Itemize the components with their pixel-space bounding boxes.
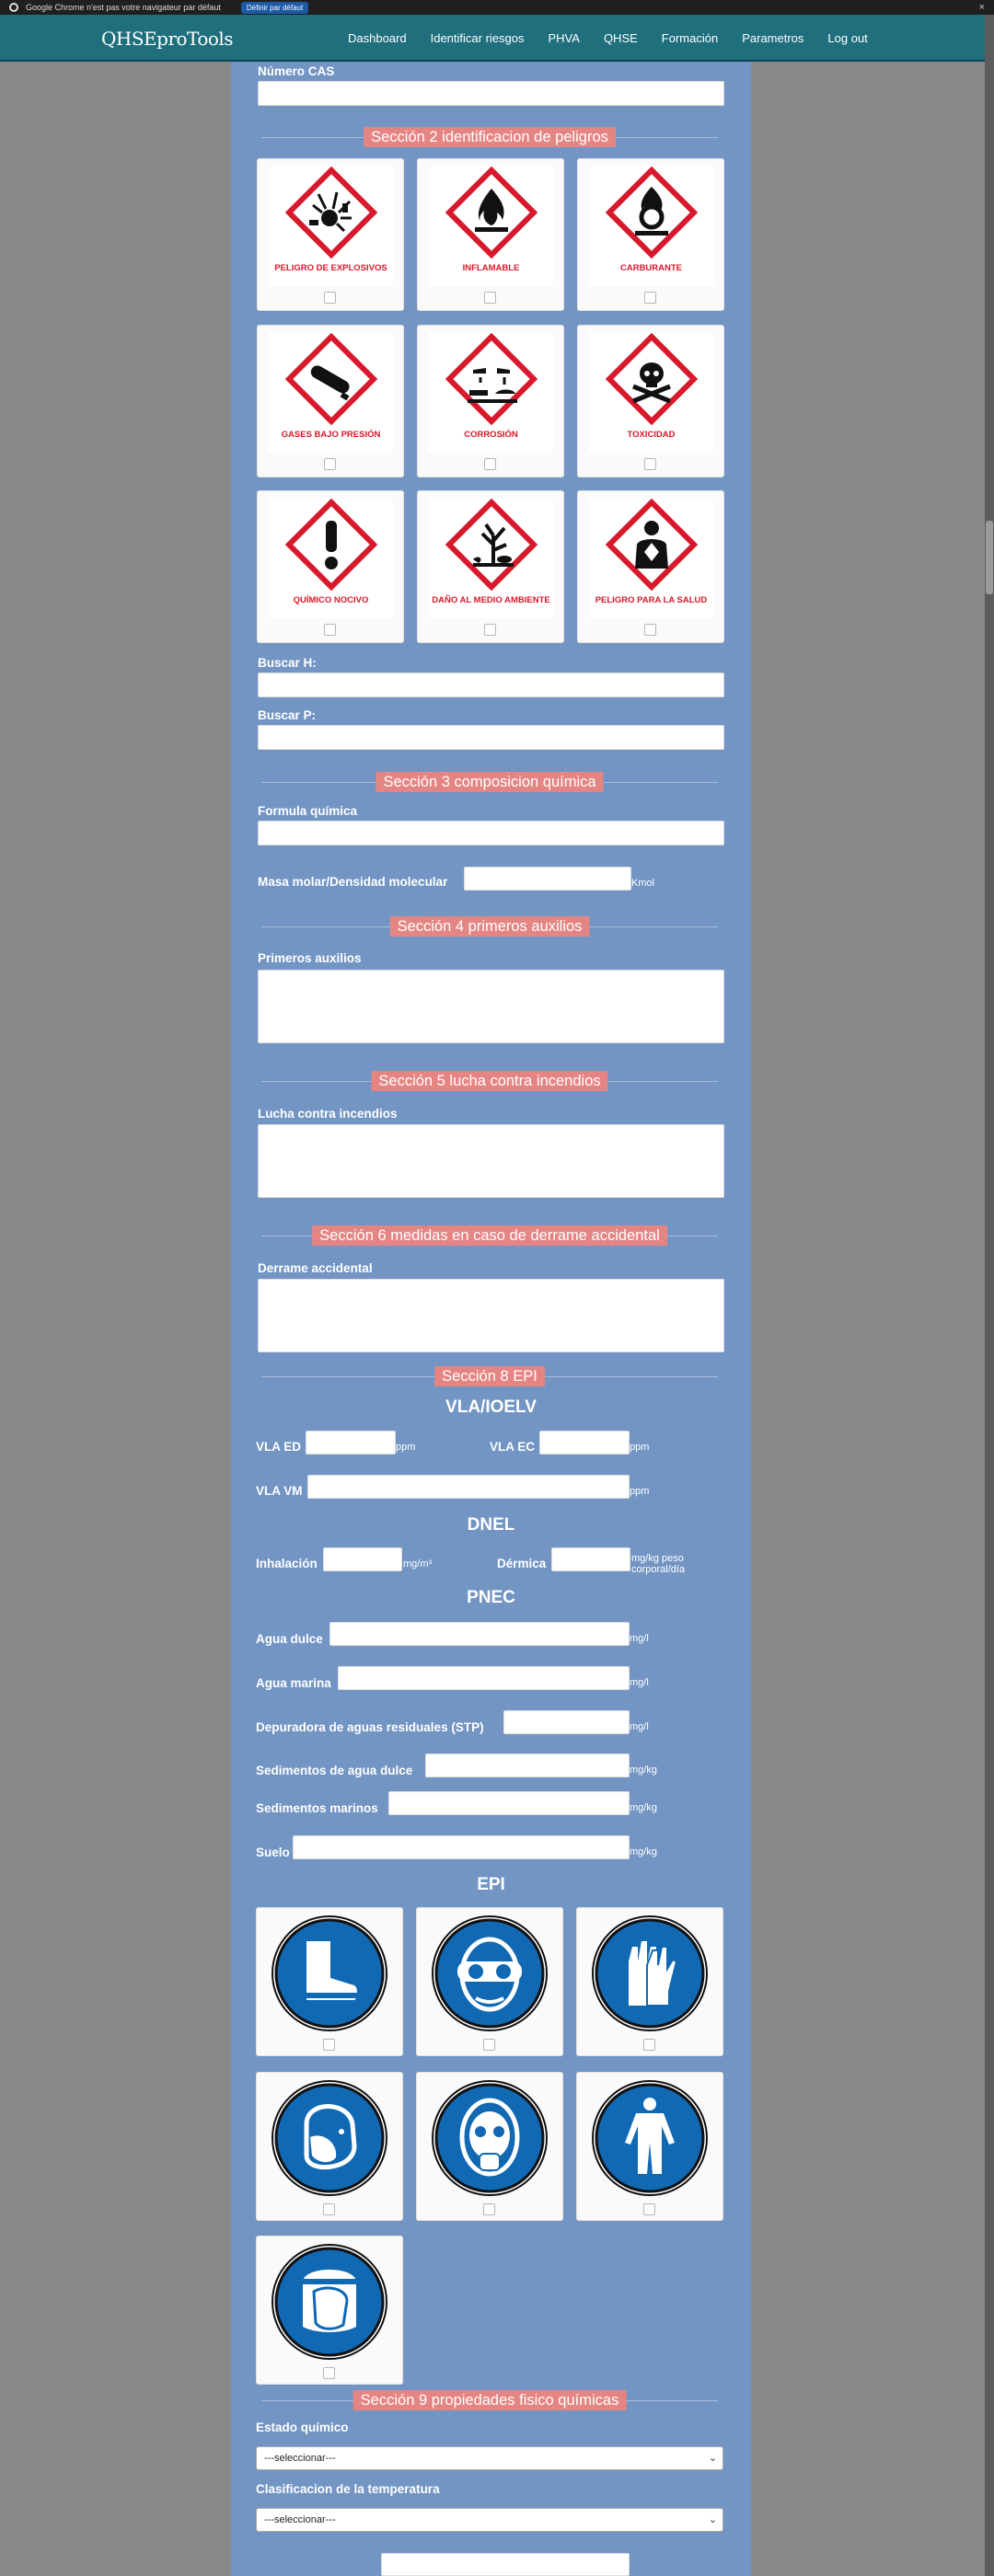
section-5-header [261, 1071, 718, 1091]
page-scrollbar[interactable] [985, 15, 994, 2576]
safety-goggles-icon [430, 1914, 549, 2038]
default-browser-notice: Google Chrome n'est pas votre navigateur par défaut [26, 3, 221, 12]
vla-ec-label: VLA EC [490, 1440, 536, 1454]
section-4-title: Sección 4 primeros auxilios [390, 916, 590, 937]
hazard-label: CORROSIÓN [464, 430, 518, 440]
nav-link-phva[interactable]: PHVA [548, 31, 580, 45]
hazard-checkbox[interactable] [324, 624, 336, 636]
vla-ec-input[interactable] [539, 1431, 630, 1455]
hazard-card[interactable] [257, 158, 404, 311]
hazard-checkbox[interactable] [644, 458, 656, 470]
estado-quimico-label: Estado químico [256, 2421, 349, 2434]
epi-card[interactable] [256, 2072, 403, 2221]
derrame-label: Derrame accidental [258, 1261, 373, 1275]
hazard-pictogram-frame [589, 499, 713, 618]
cas-label: Número CAS [258, 64, 335, 78]
hazard-card[interactable] [257, 325, 404, 477]
epi-card[interactable] [416, 1907, 563, 2056]
hazard-checkbox[interactable] [484, 292, 496, 304]
chevron-down-icon: ⌄ [708, 2514, 717, 2525]
inhalacion-input[interactable] [323, 1547, 402, 1571]
pnec-heading: PNEC [467, 1588, 515, 1607]
hazard-pictogram-frame [269, 333, 393, 453]
cas-input[interactable] [258, 81, 724, 106]
next-input[interactable] [381, 2553, 630, 2576]
hazard-checkbox[interactable] [484, 458, 496, 470]
buscar-h-input[interactable] [258, 673, 724, 697]
clasificacion-temperatura-select[interactable] [256, 2508, 723, 2532]
primeros-auxilios-label: Primeros auxilios [258, 951, 362, 965]
lucha-incendios-label: Lucha contra incendios [258, 1107, 398, 1121]
clasificacion-temperatura-label: Clasificacion de la temperatura [256, 2482, 440, 2496]
hazard-card[interactable] [417, 490, 564, 643]
nav-link-logout[interactable]: Log out [827, 31, 868, 45]
safety-boots-icon [270, 1914, 389, 2038]
close-icon[interactable]: × [978, 2, 985, 13]
epi-checkbox[interactable] [483, 2039, 495, 2051]
hazard-pictogram-frame [429, 333, 553, 453]
dnel-heading: DNEL [467, 1515, 515, 1535]
masa-input[interactable] [464, 867, 631, 891]
hazard-pictogram-frame [429, 167, 553, 286]
browser-notification-bar [0, 0, 994, 15]
inhalacion-unit: mg/m³ [403, 1558, 433, 1570]
buscar-h-label: Buscar H: [258, 656, 317, 670]
epi-checkbox[interactable] [643, 2203, 655, 2215]
section-2-header [261, 127, 718, 147]
epi-checkbox[interactable] [323, 2203, 335, 2215]
pnec-label: Suelo [256, 1846, 290, 1859]
epi-card[interactable] [256, 1907, 403, 2056]
dermica-input[interactable] [551, 1547, 630, 1571]
hazard-label: GASES BAJO PRESIÓN [281, 430, 381, 440]
pnec-label: Sedimentos marinos [256, 1801, 378, 1815]
pnec-label: Agua marina [256, 1676, 331, 1690]
vla-heading: VLA/IOELV [445, 1397, 537, 1417]
hazard-pictogram-frame [589, 333, 713, 453]
formula-input[interactable] [258, 821, 724, 845]
estado-quimico-select[interactable] [256, 2446, 723, 2470]
skull-icon [606, 333, 698, 430]
pnec-input[interactable] [388, 1791, 630, 1815]
oxidizer-icon [606, 167, 698, 263]
pnec-unit: mg/kg [630, 1765, 657, 1776]
nav-link-formacion[interactable]: Formación [661, 31, 719, 45]
pnec-input[interactable] [425, 1754, 630, 1777]
set-default-button[interactable]: Définir par défaut [241, 2, 308, 14]
section-8-title: Sección 8 EPI [434, 1366, 545, 1386]
epi-checkbox[interactable] [323, 2039, 335, 2051]
section-5-title: Sección 5 lucha contra incendios [371, 1071, 607, 1091]
pnec-label: Depuradora de aguas residuales (STP) [256, 1720, 484, 1734]
vla-vm-unit: ppm [630, 1486, 650, 1497]
hazard-pictogram-frame [429, 499, 553, 618]
epi-card[interactable] [256, 2236, 403, 2385]
section-6-header [261, 1225, 718, 1246]
epi-card[interactable] [576, 1907, 723, 2056]
environment-icon [445, 499, 537, 595]
nav-link-dashboard[interactable]: Dashboard [348, 31, 407, 45]
dermica-unit: mg/kg peso corporal/día [631, 1553, 686, 1575]
pnec-label: Agua dulce [256, 1632, 323, 1646]
hazard-checkbox[interactable] [484, 624, 496, 636]
hazard-pictogram-frame [269, 499, 393, 618]
hazard-checkbox[interactable] [644, 624, 656, 636]
hazard-card[interactable] [417, 158, 564, 311]
pnec-unit: mg/l [630, 1633, 649, 1644]
pnec-input[interactable] [503, 1710, 630, 1734]
formula-label: Formula química [258, 804, 358, 818]
chrome-icon [9, 3, 18, 12]
corrosion-icon [445, 333, 537, 430]
flame-icon [445, 167, 537, 263]
vla-vm-input[interactable] [307, 1475, 630, 1499]
vla-vm-label: VLA VM [256, 1484, 303, 1498]
pnec-unit: mg/kg [630, 1846, 657, 1857]
epi-checkbox[interactable] [323, 2367, 335, 2379]
clasificacion-temperatura-value: ---seleccionar--- [264, 2514, 336, 2525]
section-8-header [261, 1366, 718, 1386]
masa-label: Masa molar/Densidad molecular [258, 875, 448, 889]
pnec-label: Sedimentos de agua dulce [256, 1764, 413, 1777]
hazard-label: DAÑO AL MEDIO AMBIENTE [432, 595, 550, 605]
pnec-unit: mg/kg [630, 1802, 657, 1813]
section-2-title: Sección 2 identificacion de peligros [364, 127, 616, 147]
buscar-p-input[interactable] [258, 725, 724, 750]
hazard-label: CARBURANTE [619, 263, 683, 273]
nav-link-qhse[interactable]: QHSE [603, 31, 638, 45]
vla-ed-unit: ppm [396, 1442, 416, 1453]
section-3-title: Sección 3 composicion química [376, 772, 603, 792]
epi-checkbox[interactable] [643, 2039, 655, 2051]
nav-link-parametros[interactable]: Parametros [742, 31, 804, 45]
derrame-textarea[interactable] [258, 1279, 724, 1352]
coverall-icon [590, 2078, 710, 2202]
hazard-checkbox[interactable] [324, 292, 336, 304]
vla-ed-label: VLA ED [256, 1440, 302, 1454]
hazard-label: PELIGRO PARA LA SALUD [595, 595, 708, 605]
pnec-input[interactable] [338, 1666, 630, 1690]
dermica-label: Dérmica [497, 1557, 547, 1570]
chevron-down-icon: ⌄ [708, 2453, 717, 2464]
epi-checkbox[interactable] [483, 2203, 495, 2215]
section-3-header [261, 772, 718, 792]
hazard-card[interactable] [257, 490, 404, 643]
epi-card[interactable] [416, 2072, 563, 2221]
masa-unit: Kmol [631, 878, 655, 889]
inhalacion-label: Inhalación [256, 1557, 318, 1570]
gas-cylinder-icon [285, 333, 377, 430]
section-4-header [261, 916, 718, 937]
exclamation-icon [285, 499, 377, 595]
epi-heading: EPI [477, 1875, 505, 1894]
vla-ed-input[interactable] [306, 1431, 396, 1455]
brand-logo[interactable]: QHSEproTools [101, 28, 234, 50]
section-6-title: Sección 6 medidas en caso de derrame accidental [312, 1225, 667, 1246]
hazard-label: QUÍMICO NOCIVO [293, 595, 369, 605]
hazard-pictogram-frame [589, 167, 713, 286]
hazard-card[interactable] [577, 158, 724, 311]
explosive-icon [285, 167, 377, 263]
hazard-checkbox[interactable] [324, 458, 336, 470]
gloves-icon [590, 1914, 710, 2038]
dust-mask-icon [270, 2078, 389, 2202]
section-9-title: Sección 9 propiedades fisico químicas [353, 2390, 627, 2410]
estado-quimico-value: ---seleccionar--- [264, 2453, 336, 2464]
nav-link-identificar-riesgos[interactable]: Identificar riesgos [430, 31, 525, 45]
pnec-unit: mg/l [630, 1677, 649, 1688]
health-hazard-icon [606, 499, 698, 595]
hazard-card[interactable] [417, 325, 564, 477]
buscar-p-label: Buscar P: [258, 708, 317, 722]
hazard-pictogram-frame [269, 167, 393, 286]
nav-links [348, 31, 892, 45]
gas-mask-icon [430, 2078, 549, 2202]
pnec-input[interactable] [293, 1835, 630, 1859]
scrollbar-thumb[interactable] [986, 521, 993, 594]
pnec-input[interactable] [329, 1622, 630, 1646]
hazard-card[interactable] [577, 325, 724, 477]
hazard-card[interactable] [577, 490, 724, 643]
top-navbar [0, 15, 985, 62]
section-9-header [261, 2390, 718, 2410]
vla-ec-unit: ppm [630, 1442, 650, 1453]
lucha-incendios-textarea[interactable] [258, 1124, 724, 1198]
hazard-label: INFLAMABLE [462, 263, 520, 273]
face-shield-icon [270, 2242, 389, 2366]
epi-card[interactable] [576, 2072, 723, 2221]
hazard-checkbox[interactable] [644, 292, 656, 304]
pnec-unit: mg/l [630, 1721, 649, 1732]
primeros-auxilios-textarea[interactable] [258, 970, 724, 1043]
hazard-label: TOXICIDAD [627, 430, 676, 440]
hazard-label: PELIGRO DE EXPLOSIVOS [274, 263, 387, 273]
